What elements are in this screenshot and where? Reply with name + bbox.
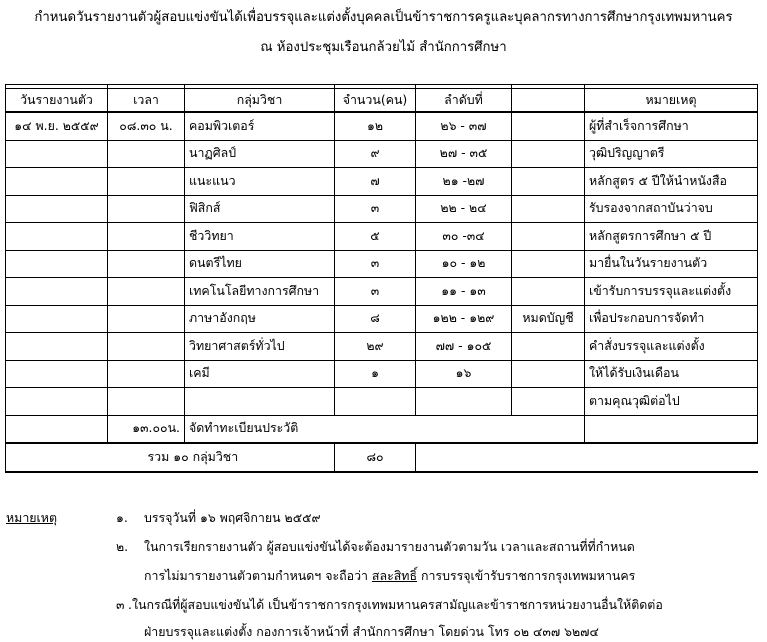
header-cell: หมายเหตุ: [585, 89, 758, 113]
count-cell: ๒๙: [335, 333, 416, 361]
profile-task-cell: จัดทำทะเบียนประวัติ: [185, 415, 585, 443]
note-1-text: บรรจุวันที่ ๑๖ พฤศจิกายน ๒๕๕๙: [144, 510, 321, 525]
table-row: [6, 195, 758, 223]
table-row: [6, 388, 758, 416]
total-blank-cell: [416, 443, 512, 472]
table-row: [6, 140, 758, 168]
date-cell: [6, 415, 108, 443]
order-cell: ๓๐ -๓๔: [416, 223, 512, 251]
subject-cell: [185, 388, 335, 416]
count-cell: ๓: [335, 195, 416, 223]
note-2-number: ๒.: [116, 539, 129, 554]
subject-cell: นาฏศิลป์: [185, 140, 335, 168]
time-cell: [108, 223, 185, 251]
subject-cell: ฟิสิกส์: [185, 195, 335, 223]
total-blank-cell: [585, 443, 758, 472]
remark-cell: วุฒิปริญญาตรี: [585, 140, 758, 168]
order-cell: ๒๗ - ๓๕: [416, 140, 512, 168]
date-cell: [6, 388, 108, 416]
remark-cell: หลักสูตรการศึกษา ๕ ปี: [585, 223, 758, 251]
count-cell: ๑๒: [335, 112, 416, 140]
remark-cell: ให้ได้รับเงินเดือน: [585, 360, 758, 388]
total-blank-cell: [512, 443, 585, 472]
document-subtitle: ณ ห้องประชุมเรือนกล้วยไม้ สำนักการศึกษา: [260, 40, 507, 55]
extra-cell: หมดบัญชี: [512, 305, 585, 333]
extra-cell: [512, 140, 585, 168]
table-row: [6, 168, 758, 196]
extra-cell: [512, 195, 585, 223]
date-cell: [6, 305, 108, 333]
subject-cell: วิทยาศาสตร์ทั่วไป: [185, 333, 335, 361]
table-row: [6, 333, 758, 361]
total-label-cell: รวม ๑๐ กลุ่มวิชา: [108, 443, 335, 472]
table-row: [6, 360, 758, 388]
extra-cell: [512, 388, 585, 416]
time-cell: [108, 140, 185, 168]
table-row: [6, 112, 758, 140]
date-cell: [6, 223, 108, 251]
profile-row: [6, 415, 758, 443]
table-row: [6, 305, 758, 333]
order-cell: ๑๒๒ - ๑๒๙: [416, 305, 512, 333]
order-cell: ๑๐ - ๑๒: [416, 250, 512, 278]
notes-heading: หมายเหตุ: [6, 510, 58, 525]
schedule-table: [5, 84, 758, 473]
note-2-cont-a: การไม่มารายงานตัวตามกำหนดฯ จะถือว่า: [144, 568, 372, 583]
date-cell: [6, 333, 108, 361]
subject-cell: แนะแนว: [185, 168, 335, 196]
header-cell: วันรายงานตัว: [6, 89, 108, 113]
remark-cell: คำสั่งบรรจุและแต่งตั้ง: [585, 333, 758, 361]
subject-cell: เทคโนโลยีทางการศึกษา: [185, 278, 335, 306]
table-row: [6, 278, 758, 306]
forfeit-term: สละสิทธิ์: [371, 568, 418, 583]
count-cell: ๗: [335, 168, 416, 196]
time-cell: ๑๓.๐๐น.: [108, 415, 185, 443]
date-cell: ๑๔ พ.ย. ๒๕๕๙: [6, 112, 108, 140]
total-row: [6, 443, 758, 472]
order-cell: ๑๑ - ๑๓: [416, 278, 512, 306]
note-3-continuation: ฝ่ายบรรจุและแต่งตั้ง กองการเจ้าหน้าที่ สำนักการศึกษา โดยด่วน โทร ๐๒ ๔๓๗ ๖๒๗๔: [144, 624, 599, 639]
extra-cell: [512, 168, 585, 196]
order-cell: ๗๗ - ๑๐๕: [416, 333, 512, 361]
note-2-continuation: [144, 567, 635, 586]
extra-cell: [512, 250, 585, 278]
header-cell: จำนวน(คน): [335, 89, 416, 113]
note-1-number: ๑.: [116, 510, 128, 525]
time-cell: [108, 305, 185, 333]
subject-cell: คอมพิวเตอร์: [185, 112, 335, 140]
extra-cell: [512, 112, 585, 140]
subject-cell: ภาษาอังกฤษ: [185, 305, 335, 333]
time-cell: [108, 278, 185, 306]
extra-cell: [512, 360, 585, 388]
header-cell: เวลา: [108, 89, 185, 113]
order-cell: ๒๖ - ๓๗: [416, 112, 512, 140]
date-cell: [6, 168, 108, 196]
extra-cell: [512, 333, 585, 361]
time-cell: [108, 360, 185, 388]
time-cell: [108, 168, 185, 196]
count-cell: [335, 388, 416, 416]
header-cell: กลุ่มวิชา: [185, 89, 335, 113]
order-cell: [416, 388, 512, 416]
subject-cell: ชีววิทยา: [185, 223, 335, 251]
count-cell: ๑: [335, 360, 416, 388]
remark-cell: เพื่อประกอบการจัดทำ: [585, 305, 758, 333]
time-cell: [108, 333, 185, 361]
note-2-cont-b: การบรรจุเข้ารับราชการกรุงเทพมหานคร: [417, 568, 636, 583]
time-cell: [108, 195, 185, 223]
header-cell: [512, 89, 585, 113]
count-cell: ๘: [335, 305, 416, 333]
remark-cell: มายื่นในวันรายงานตัว: [585, 250, 758, 278]
date-cell: [6, 140, 108, 168]
total-count-cell: ๘๐: [335, 443, 416, 472]
date-cell: [6, 250, 108, 278]
table-row: [6, 250, 758, 278]
time-cell: [108, 250, 185, 278]
remark-cell: เข้ารับการบรรจุและแต่งตั้ง: [585, 278, 758, 306]
order-cell: ๑๖: [416, 360, 512, 388]
note-3-text: .ในกรณีที่ผู้สอบแข่งขันได้ เป็นข้าราชการกรุงเทพมหานครสามัญและข้าราชการหน่วยงานอื่นให้ติดต่อ: [128, 597, 663, 612]
extra-cell: [512, 278, 585, 306]
note-3-number: ๓: [116, 597, 125, 612]
date-cell: [6, 278, 108, 306]
table-header-row: [6, 89, 758, 113]
order-cell: ๒๒ - ๒๔: [416, 195, 512, 223]
date-cell: [6, 360, 108, 388]
time-cell: [108, 388, 185, 416]
table-row: [6, 223, 758, 251]
document-title: กำหนดวันรายงานตัวผู้สอบแข่งขันได้เพื่อบรรจุและแต่งตั้งบุคคลเป็นข้าราชการครูและบุคลากรทางการศึกษากรุงเทพมหานคร: [34, 10, 733, 25]
remark-cell: ตามคุณวุฒิต่อไป: [585, 388, 758, 416]
remark-cell: รับรองจากสถาบันว่าจบ: [585, 195, 758, 223]
remark-cell: [585, 415, 758, 443]
order-cell: ๒๑ -๒๗: [416, 168, 512, 196]
header-cell: ลำดับที่: [416, 89, 512, 113]
count-cell: ๓: [335, 278, 416, 306]
remark-cell: หลักสูตร ๕ ปีให้นำหนังสือ: [585, 168, 758, 196]
count-cell: ๓: [335, 250, 416, 278]
time-cell: ๐๘.๓๐ น.: [108, 112, 185, 140]
count-cell: ๕: [335, 223, 416, 251]
date-cell: [6, 195, 108, 223]
note-2-text: ในการเรียกรายงานตัว ผู้สอบแข่งขันได้จะต้องมารายงานตัวตามวัน เวลาและสถานที่ที่กำหนด: [144, 539, 635, 554]
subject-cell: เคมี: [185, 360, 335, 388]
remark-cell: ผู้ที่สำเร็จการศึกษา: [585, 112, 758, 140]
subject-cell: ดนตรีไทย: [185, 250, 335, 278]
count-cell: ๙: [335, 140, 416, 168]
extra-cell: [512, 223, 585, 251]
total-blank-cell: [6, 443, 108, 472]
